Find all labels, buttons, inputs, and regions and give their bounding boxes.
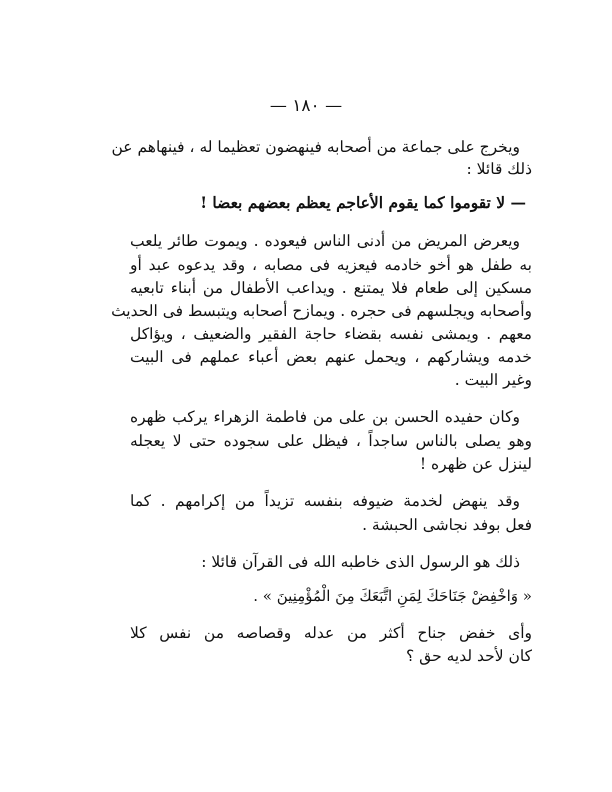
text-line: به طفل هو أخو خادمه فيعزيه فى مصابه ، وقد يدعوه عبد أو <box>130 256 532 274</box>
page-number: — ١٨٠ — <box>269 96 343 116</box>
text-line: مسكين إلى طعام فلا يمتنع . ويداعب الأطفال من أبناء تابعيه <box>130 279 532 297</box>
text-line: كان لأحد لديه حق ؟ <box>406 647 532 665</box>
text-line: ذلك هو الرسول الذى خاطبه الله فى القرآن قائلا : <box>201 553 520 571</box>
quoted-saying: — لا تقوموا كما يقوم الأعاجم يعظم بعضهم بعضا ! <box>200 193 526 212</box>
text-line: معهم . ويمشى نفسه بقضاء حاجة الفقير والضعيف ، ويؤاكل <box>130 325 532 343</box>
text-line: وأى خفض جناح أكثر من عدله وقصاصه من نفس كلا <box>130 624 532 642</box>
text-line: خدمه ويشاركهم ، ويحمل عنهم بعض أعباء عملهم فى البيت <box>130 348 532 366</box>
text-line: ويعرض المريض من أدنى الناس فيعوده . ويموت طائر يلعب <box>130 232 520 250</box>
text-line: وكان حفيده الحسن بن على من فاطمة الزهراء يركب ظهره <box>130 408 520 426</box>
text-line: ذلك قائلا : <box>466 160 532 178</box>
text-line: وغير البيت . <box>454 371 532 389</box>
text-line: وأصحابه ويجلسهم فى حجره . ويمازح أصحابه ويتبسط فى الحديث <box>111 302 532 320</box>
text-line: فعل بوفد نجاشى الحبشة . <box>362 516 532 534</box>
text-line: لينزل عن ظهره ! <box>419 455 532 473</box>
text-line: ويخرج على جماعة من أصحابه فينهضون تعظيما له ، فينهاهم عن <box>111 138 520 156</box>
text-line: وهو يصلى بالناس ساجداً ، فيظل على سجوده حتى لا يعجله <box>130 432 532 450</box>
text-line: وقد ينهض لخدمة ضيوفه بنفسه تزيداً من إكرامهم . كما <box>130 492 520 510</box>
quran-verse: « وَاخْفِضْ جَنَاحَكَ لِمَنِ اتَّبَعَكَ مِنَ الْمُؤْمِنِينَ » . <box>253 587 532 605</box>
